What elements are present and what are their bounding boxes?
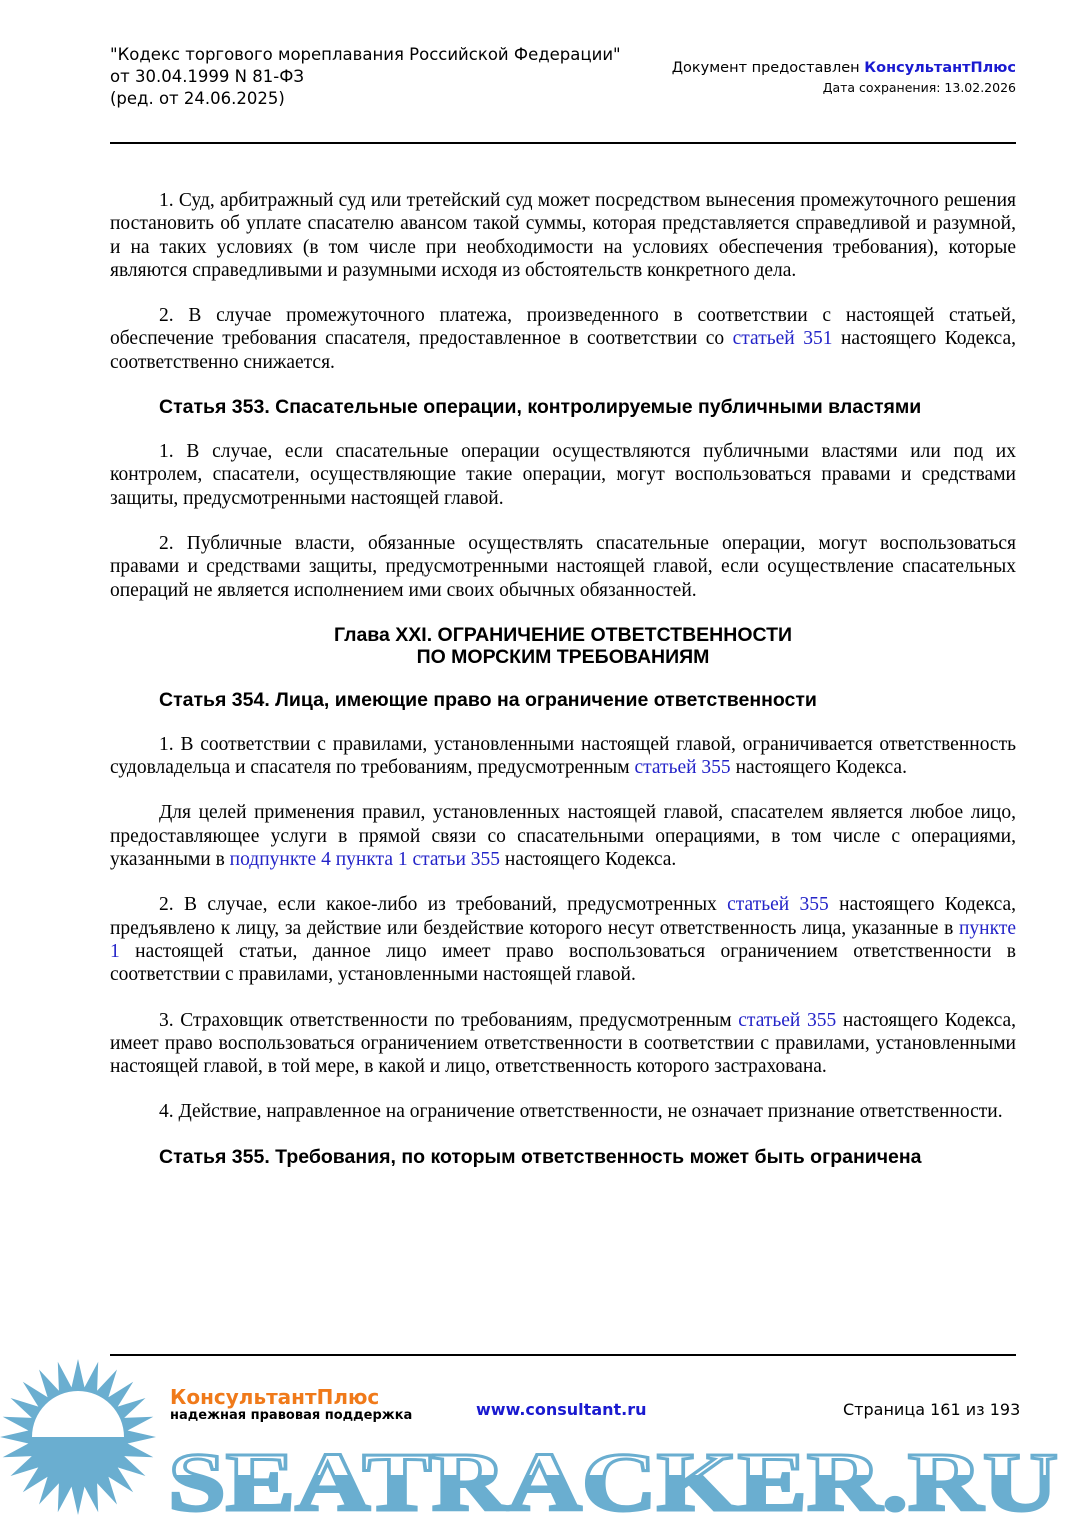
- paragraph-text: настоящего Кодекса, предъявлено к лицу, за действие или бездействие которого несут ответственность лица, указанные в: [110, 894, 1016, 939]
- title-line: "Кодекс торгового мореплавания Российской Федерации": [110, 45, 621, 64]
- site-link[interactable]: www.consultant.ru: [476, 1400, 647, 1419]
- save-date: Дата сохранения: 13.02.2026: [822, 80, 1016, 95]
- paragraph: [110, 189, 1016, 282]
- paragraph: [110, 1009, 1016, 1079]
- provider-link[interactable]: КонсультантПлюс: [864, 60, 1016, 76]
- paragraph-text: 3. Страховщик ответственности по требованиям, предусмотренным: [159, 1009, 739, 1031]
- article-heading: Статья 353. Спасательные операции, контролируемые публичными властями: [159, 396, 922, 419]
- paragraph-text: 2. Публичные власти, обязанные осуществлять спасательные операции, могут воспользоваться правами и средствами защиты, предусмотренными настоящей главой, если осуществление спасательных операций не является исполнением ими своих обычных обязанностей.: [110, 532, 1016, 601]
- paragraph: [110, 304, 1016, 374]
- paragraph-text: настоящего Кодекса, соответственно снижается.: [110, 328, 1016, 373]
- page-number: Страница 161 из 193: [843, 1400, 1021, 1419]
- consultant-logo: [170, 1386, 412, 1424]
- paragraph-text: настоящего Кодекса.: [500, 849, 677, 871]
- logo-name: КонсультантПлюс: [170, 1385, 380, 1409]
- paragraph: [110, 1100, 1016, 1123]
- cross-reference-link[interactable]: статьей 351: [732, 328, 833, 350]
- watermark: [0, 1355, 1080, 1515]
- paragraph: [110, 440, 1016, 510]
- chapter-heading: [110, 624, 1016, 668]
- title-revision: (ред. от 24.06.2025): [110, 89, 285, 108]
- paragraph: [110, 801, 1016, 871]
- paragraph: [110, 532, 1016, 602]
- paragraph-text: 1. Суд, арбитражный суд или третейский суд может посредством вынесения промежуточного решения постановить об уплате спасателю авансом такой суммы, которая представляется справедливой и разумной, и на таких условиях (в том числе при необходимости на условиях обеспечения требования), которые являются справедливыми и разумными исходя из обстоятельств конкретного дела.: [110, 190, 1016, 281]
- paragraph: [110, 893, 1016, 986]
- paragraph-text: 2. В случае промежуточного платежа, произведенного в соответствии с настоящей статьей, обеспечение требования спасателя, предоставленное в соответствии со: [110, 305, 1016, 350]
- paragraph-text: Для целей применения правил, установленных настоящей главой, спасателем является любое лицо, предоставляющее услуги в прямой связи со спасательными операциями, в том числе с операциями, указанными в: [110, 802, 1016, 871]
- paragraph-text: настоящего Кодекса, имеет право воспользоваться ограничением ответственности в соответствии с правилами, установленными настоящей главой, в той мере, в какой и лицо, ответственность которого застрахована.: [110, 1009, 1016, 1078]
- article-heading: Статья 354. Лица, имеющие право на ограничение ответственности: [159, 688, 817, 711]
- paragraph-text: 1. В случае, если спасательные операции осуществляются публичными властями или под их контролем, спасатели, осуществляющие такие операции, могут воспользоваться правами и средствами защиты, предусмотренными настоящей главой.: [110, 441, 1016, 509]
- paragraph-text: настоящего Кодекса.: [730, 757, 907, 779]
- cross-reference-link[interactable]: статьей 355: [738, 1009, 837, 1031]
- paragraph-text: 2. В случае, если какое-либо из требований, предусмотренных: [159, 894, 728, 916]
- header-divider: [110, 142, 1016, 144]
- article-heading: Статья 355. Требования, по которым ответственность может быть ограничена: [159, 1145, 922, 1168]
- chapter-heading-line: Глава XXI. ОГРАНИЧЕНИЕ ОТВЕТСТВЕННОСТИ: [333, 623, 793, 646]
- provided-by-label: Документ предоставлен: [671, 60, 860, 76]
- cross-reference-link[interactable]: пункте 1: [110, 917, 1016, 962]
- watermark-text: SEATRACKER.RU: [168, 1436, 1058, 1515]
- paragraph: [110, 733, 1016, 780]
- cross-reference-link[interactable]: статьей 355: [727, 894, 829, 916]
- sun-icon: [0, 1359, 156, 1515]
- logo-slogan: надежная правовая поддержка: [170, 1408, 413, 1423]
- title-date: от 30.04.1999 N 81-ФЗ: [110, 67, 304, 86]
- paragraph-text: 1. В соответствии с правилами, установленными настоящей главой, ограничивается ответственность судовладельца и спасателя по требованиям, предусмотренным: [110, 733, 1016, 779]
- paragraph-text: настоящей статьи, данное лицо имеет право воспользоваться ограничением ответственности в соответствии с правилами, установленными настоящей главой.: [110, 940, 1016, 986]
- cross-reference-link[interactable]: подпункте 4 пункта 1 статьи 355: [229, 849, 501, 871]
- paragraph-text: 4. Действие, направленное на ограничение ответственности, не означает признание ответственности.: [159, 1101, 1003, 1123]
- chapter-heading-line: ПО МОРСКИМ ТРЕБОВАНИЯМ: [416, 645, 710, 668]
- cross-reference-link[interactable]: статьей 355: [634, 757, 731, 779]
- provider-info: [672, 59, 1016, 97]
- document-title: [110, 44, 621, 110]
- document-body: [110, 189, 1016, 1190]
